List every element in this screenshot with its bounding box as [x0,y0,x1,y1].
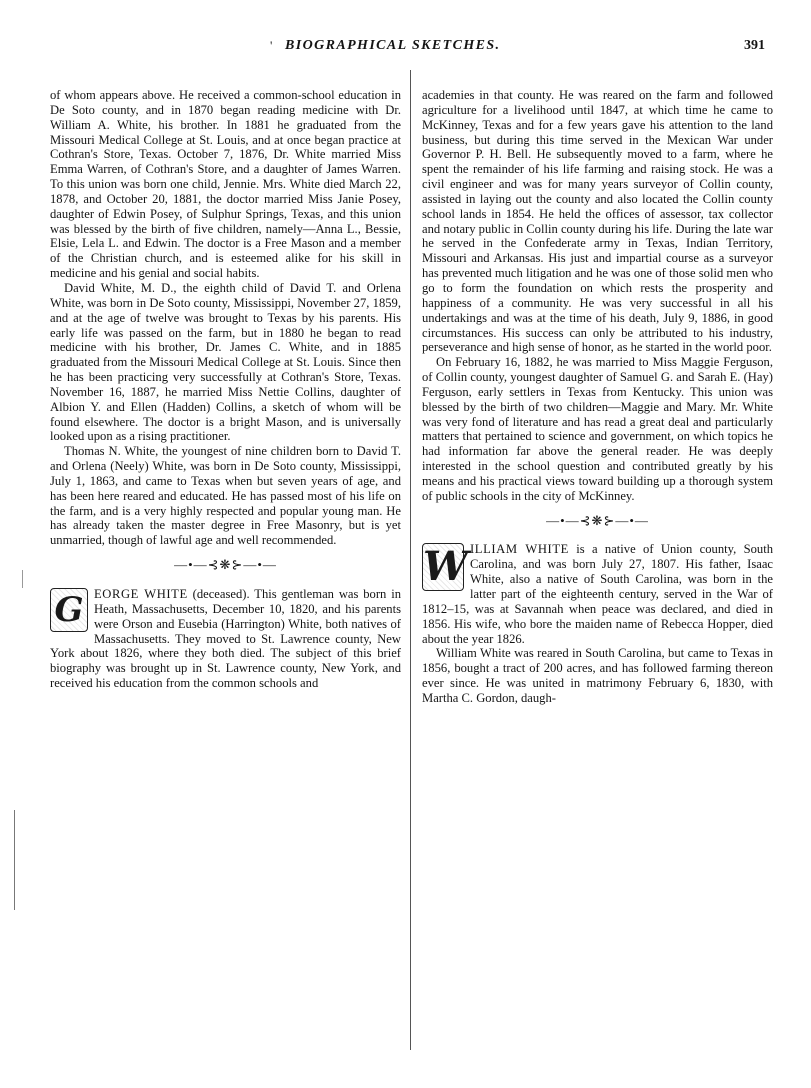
george-white-text: (deceased). This gentleman was born in Heath, Massachusetts, December 10, 1820, and his parents were Orson and Eusebia (Harrington) White, both natives of Massachusetts. They moved to St. Lawrence county, New York about 1826, where they both died. The subject of this brief biography was brought up in St. Lawrence county, New York, and received his education from the common schools and [50,587,402,691]
right-column [422,88,773,706]
paragraph-george-white [50,587,401,691]
left-column [50,88,401,691]
paragraph-thomas-white: Thomas N. White, the youngest of nine children born to David T. and Orlena (Neely) White, was born in De Soto county, Mississippi, July 1, 1863, and came to Texas when but seven years of age, and has been here reared and educated. He has passed most of his life on the farm, and is a very highly respected and popular young man. He has already taken the master degree in Free Masonry, but is yet unmarried, though of lawful age and well recommended. [50,444,401,548]
margin-mark [14,810,15,910]
drop-cap-w: W [423,543,468,591]
section-ornament: —•—⊰❋⊱—•— [174,557,277,573]
margin-mark-small [22,570,23,588]
paragraph-james-white-continued: of whom appears above. He received a common-school education in De Soto county, and in 1870 began reading medicine with Dr. William A. White, his brother. In 1881 he graduated from the Missouri Medical College at St. Louis, and at once began practice at Cothran's Store, Texas. October 7, 1876, Dr. White married Miss Emma Warren, of Cothran's Store, and a daughter of James Warren. To this union was born one child, Jennie. Mrs. White died March 22, 1878, and October 20, 1881, the doctor married Miss Janie Posey, daughter of Edwin Posey, of Sulphur Springs, Texas, and this union was blessed by the birth of five children, namely—Anna L., Bessie, Elsie, Lela L. and Edwin. The doctor is a Free Mason and a member of the Christian church, and is esteemed alike for his skill in medicine and his genial and social habits. [50,88,401,281]
paragraph-george-white-continued: academies in that county. He was reared on the farm and followed agriculture for a livelihood until 1847, at which time he came to McKinney, Texas and for a few years gave his attention to the land business, but during this time served in the Mexican War under Governor P. H. Bell. He subsequently moved to a farm, where he spent the remainder of his life farming and raising stock. He was a civil engineer and was for many years surveyor of Collin county, assisted in laying out the county and also located the Collin county school lands in 1854. He held the offices of assessor, tax collector and notary public in Collin county during his life. During the late war he served in the Confederate army in Texas, Indian Territory, Missouri and Arkansas. His just and impartial course as a surveyor has prevented much litigation and he was one of those solid men who go to form the foundation on which rests the prosperity and happiness of a community. He was very successful in all his undertakings and was at the time of his death, July 9, 1886, in good circumstances. His success can only be attributed to his industry, perseverance and high sense of honor, as he started in the world poor. [422,88,773,355]
lead-name-william-white: ILLIAM WHITE [470,542,569,557]
william-white-text: is a native of Union county, South Carolina, and was born July 27, 1807. His father, Isaac White, also a native of South Carolina, was born in the latter part of the eighteenth century, served in the War of 1812–15, was at Savannah when peace was declared, and died in 1856. His wife, who bore the maiden name of Rebecca Hopper, died about the year 1826. [422,542,773,646]
header-tick-mark: ' [270,38,273,53]
drop-cap-g: G [50,588,88,632]
paragraph-william-white [422,542,773,646]
column-divider [410,70,411,1050]
running-title: BIOGRAPHICAL SKETCHES. [285,38,501,53]
section-ornament: —•—⊰❋⊱—•— [546,512,649,528]
paragraph-david-white: David White, M. D., the eighth child of David T. and Orlena White, was born in De Soto county, Mississippi, November 27, 1859, and at the age of twelve was brought to Texas by his parents. His early life was passed on the farm, but in 1880 he began to read medicine with his brother, Dr. James C. White, and in 1885 graduated from the Missouri Medical College at St. Louis. Since then he has been practicing very successfully at Cothran's Store, Texas. November 16, 1887, he married Miss Nettie Collins, daughter of Albion Y. and Ellen (Hadden) Collins, a sketch of whom will be found elsewhere. The doctor is a bright Mason, and is universally looked upon as a rising practitioner. [50,280,401,444]
page-header [0,38,811,58]
paragraph-marriage: On February 16, 1882, he was married to Miss Maggie Ferguson, of Collin county, youngest daughter of Samuel G. and Sarah E. (Hay) Ferguson, early settlers in Texas from Kentucky. This union was blessed by the birth of two children—Maggie and Mary. Mr. White was very fond of literature and has read a great deal and particularly matters that pertained to science and government, on which topics he had information far above the general reader. He was deeply interested in the school question and contributed greatly by his means and his practical views toward building up a thorough system of public schools in the city of McKinney. [422,355,773,503]
lead-name-george-white: EORGE WHITE [94,587,188,601]
paragraph-william-white-texas: William White was reared in South Carolina, but came to Texas in 1856, bought a tract of 200 acres, and has followed farming thereon ever since. He was united in matrimony February 6, 1830, with Martha C. Gordon, daugh- [422,646,773,705]
page-number: 391 [744,38,765,53]
